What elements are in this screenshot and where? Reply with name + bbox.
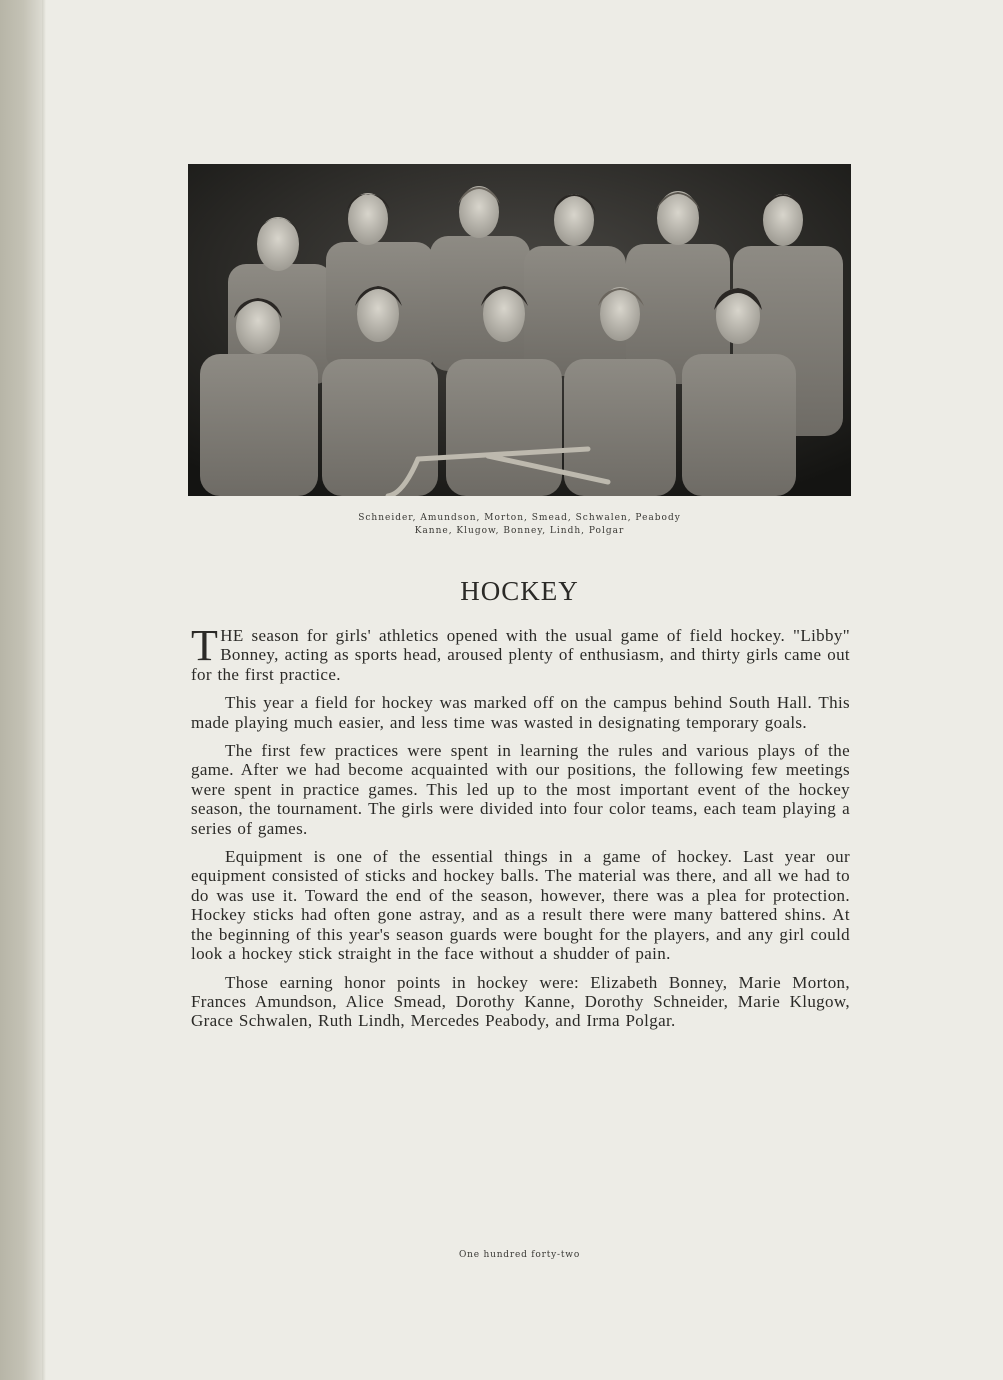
paragraph-3: The first few practices were spent in learning the rules and various plays of the game. After we had become acquainted with our positions, the following few meetings were spent in practice games. This led up to the most important event of the hockey season, the tournament. The girls were divided into four color teams, each team playing a series of games. <box>191 741 850 838</box>
article-title: HOCKEY <box>460 576 579 606</box>
binding-strip <box>0 0 42 1380</box>
team-photo <box>188 164 851 496</box>
caption-line-1: Schneider, Amundson, Morton, Smead, Schwalen, Peabody <box>358 513 681 523</box>
paragraph-4: Equipment is one of the essential things in a game of hockey. Last year our equipment consisted of sticks and hockey balls. The material was there, and all we had to do was use it. Toward the end of the season, however, there was a plea for protection. Hockey sticks had often gone astray, and as a result there were many battered shins. At the beginning of this year's season guards were bought for the players, and any girl could look a hockey stick straight in the face without a shudder of pain. <box>191 847 850 964</box>
article-body <box>191 621 850 1040</box>
paragraph-2: This year a field for hockey was marked off on the campus behind South Hall. This made playing much easier, and less time was wasted in designating temporary goals. <box>191 693 850 732</box>
team-photo-illustration <box>188 164 851 496</box>
caption-line-2: Kanne, Klugow, Bonney, Lindh, Polgar <box>414 526 625 536</box>
paragraph-1-text: HE season for girls' athletics opened with the usual game of field hockey. "Libby" Bonney, acting as sports head, aroused plenty of enthusiasm, and thirty girls came out for the first practice. <box>191 626 850 684</box>
paragraph-1 <box>191 621 850 684</box>
page-number: One hundred forty-two <box>458 1250 581 1260</box>
drop-cap: T <box>191 621 219 670</box>
page-edge <box>42 0 46 1380</box>
paragraph-5: Those earning honor points in hockey were: Elizabeth Bonney, Marie Morton, Frances Amundson, Alice Smead, Dorothy Kanne, Dorothy Schneider, Marie Klugow, Grace Schwalen, Ruth Lindh, Mercedes Peabody, and Irma Polgar. <box>191 972 850 1031</box>
photo-caption <box>188 512 851 538</box>
